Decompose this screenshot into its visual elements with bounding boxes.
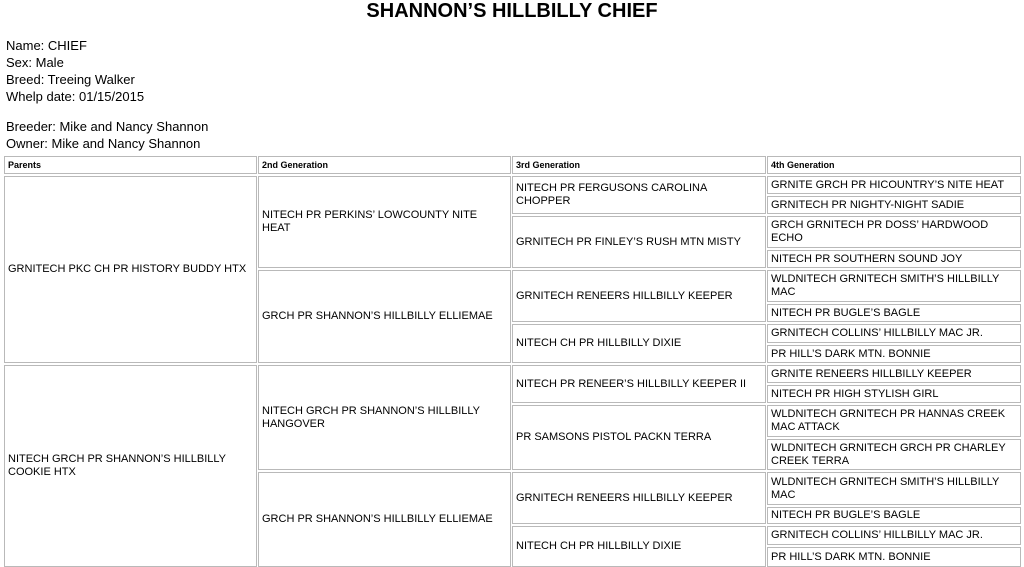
gen3-cell: GRNITECH RENEERS HILLBILLY KEEPER <box>512 270 766 322</box>
gen4-cell: GRNITE RENEERS HILLBILLY KEEPER <box>767 365 1021 383</box>
header-parents: Parents <box>4 156 257 174</box>
header-2nd-generation: 2nd Generation <box>258 156 511 174</box>
gen3-cell: NITECH PR RENEER’S HILLBILLY KEEPER II <box>512 365 766 403</box>
dam-cell: NITECH GRCH PR SHANNON’S HILLBILLY COOKIE HTX <box>4 365 257 567</box>
gen2-cell: NITECH PR PERKINS’ LOWCOUNTY NITE HEAT <box>258 176 511 268</box>
dog-info <box>6 37 208 152</box>
gen4-cell: NITECH PR SOUTHERN SOUND JOY <box>767 250 1021 268</box>
gen4-cell: WLDNITECH GRNITECH SMITH’S HILLBILLY MAC <box>767 270 1021 302</box>
gen3-cell: PR SAMSONS PISTOL PACKN TERRA <box>512 405 766 470</box>
gen2-cell: NITECH GRCH PR SHANNON’S HILLBILLY HANGOVER <box>258 365 511 470</box>
dog-sex: Sex: Male <box>6 55 64 70</box>
gen4-cell: PR HILL’S DARK MTN. BONNIE <box>767 547 1021 567</box>
gen3-cell: NITECH CH PR HILLBILLY DIXIE <box>512 324 766 363</box>
gen4-cell: GRCH GRNITECH PR DOSS’ HARDWOOD ECHO <box>767 216 1021 248</box>
dog-name: Name: CHIEF <box>6 38 87 53</box>
dog-breed: Breed: Treeing Walker <box>6 72 135 87</box>
gen2-cell: GRCH PR SHANNON’S HILLBILLY ELLIEMAE <box>258 270 511 363</box>
gen4-cell: GRNITE GRCH PR HICOUNTRY’S NITE HEAT <box>767 176 1021 194</box>
header-3rd-generation: 3rd Generation <box>512 156 766 174</box>
gen4-cell: NITECH PR BUGLE’S BAGLE <box>767 507 1021 524</box>
gen4-cell: WLDNITECH GRNITECH PR HANNAS CREEK MAC ATTACK <box>767 405 1021 437</box>
sire-cell: GRNITECH PKC CH PR HISTORY BUDDY HTX <box>4 176 257 363</box>
gen3-cell: NITECH CH PR HILLBILLY DIXIE <box>512 526 766 567</box>
gen3-cell: GRNITECH PR FINLEY’S RUSH MTN MISTY <box>512 216 766 268</box>
gen4-cell: NITECH PR BUGLE’S BAGLE <box>767 304 1021 322</box>
owner: Owner: Mike and Nancy Shannon <box>6 136 201 151</box>
breeder: Breeder: Mike and Nancy Shannon <box>6 119 209 134</box>
header-4th-generation: 4th Generation <box>767 156 1021 174</box>
gen2-cell: GRCH PR SHANNON’S HILLBILLY ELLIEMAE <box>258 472 511 567</box>
gen3-cell: GRNITECH RENEERS HILLBILLY KEEPER <box>512 472 766 524</box>
gen3-cell: NITECH PR FERGUSONS CAROLINA CHOPPER <box>512 176 766 214</box>
gen4-cell: GRNITECH COLLINS’ HILLBILLY MAC JR. <box>767 324 1021 343</box>
whelp-date: Whelp date: 01/15/2015 <box>6 89 145 104</box>
gen4-cell: GRNITECH COLLINS’ HILLBILLY MAC JR. <box>767 526 1021 545</box>
gen4-cell: NITECH PR HIGH STYLISH GIRL <box>767 385 1021 403</box>
gen4-cell: PR HILL’S DARK MTN. BONNIE <box>767 345 1021 363</box>
gen4-cell: WLDNITECH GRNITECH GRCH PR CHARLEY CREEK TERRA <box>767 439 1021 470</box>
gen4-cell: WLDNITECH GRNITECH SMITH’S HILLBILLY MAC <box>767 472 1021 505</box>
gen4-cell: GRNITECH PR NIGHTY-NIGHT SADIE <box>767 196 1021 214</box>
page-title: SHANNON’S HILLBILLY CHIEF <box>366 0 658 22</box>
